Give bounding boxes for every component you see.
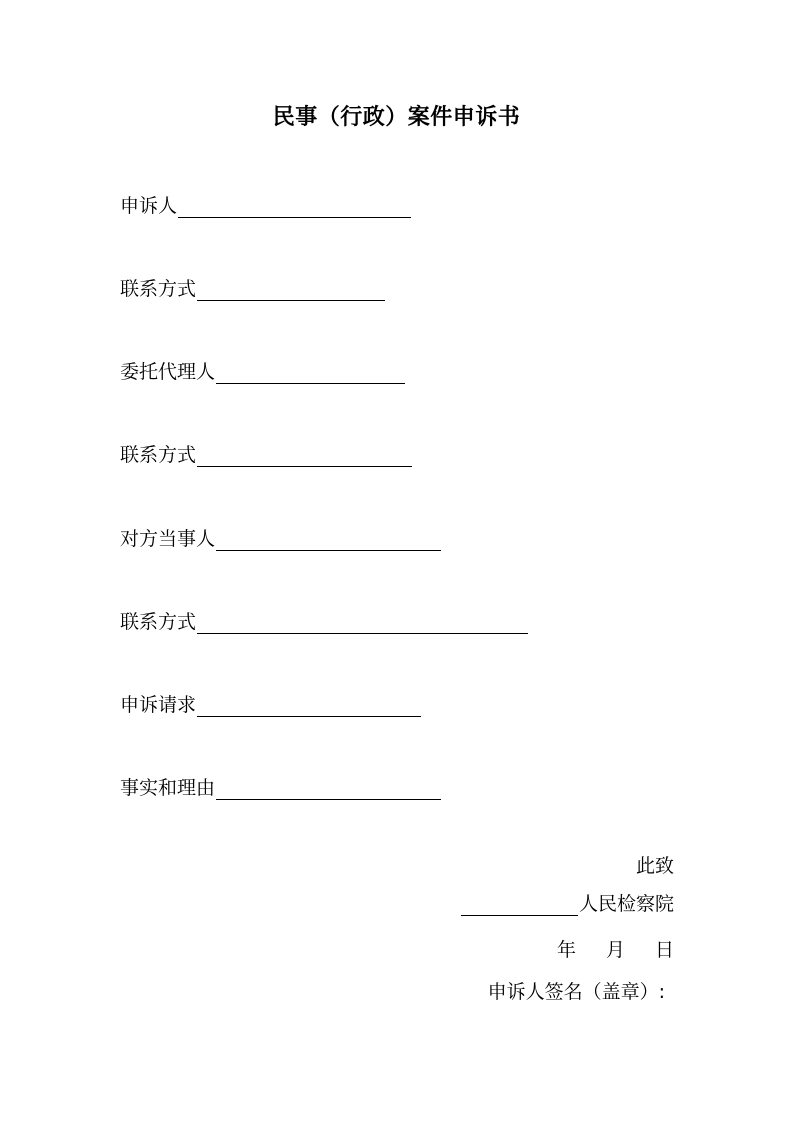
field-label-agent: 委托代理人: [120, 361, 216, 383]
field-blank-agent-contact[interactable]: [197, 445, 412, 467]
field-blank-appeal-request[interactable]: [197, 695, 421, 717]
field-blank-appellant[interactable]: [178, 196, 411, 218]
field-label-opposing-contact: 联系方式: [120, 611, 197, 633]
field-blank-court[interactable]: [461, 894, 578, 916]
field-label-appellant-contact: 联系方式: [120, 278, 197, 300]
field-blank-opposing-party[interactable]: [216, 529, 441, 551]
field-appeal-request: [120, 685, 421, 717]
court-name-row: [461, 892, 674, 916]
closing-salutation: 此致: [635, 855, 674, 877]
field-opposing-party: [120, 519, 441, 551]
date-day: 日: [654, 939, 674, 961]
signature-label: 申诉人签名（盖章）:: [487, 981, 665, 1003]
date-month: 月: [605, 939, 625, 961]
field-label-facts-reasons: 事实和理由: [120, 777, 216, 799]
field-appellant-contact: [120, 269, 385, 301]
court-suffix: 人民检察院: [578, 893, 674, 915]
date-year: 年: [556, 939, 576, 961]
field-blank-opposing-contact[interactable]: [197, 612, 528, 634]
field-label-opposing-party: 对方当事人: [120, 528, 216, 550]
document-title: 民事（行政）案件申诉书: [272, 105, 521, 130]
field-appellant: [120, 186, 411, 218]
field-label-appellant: 申诉人: [120, 195, 178, 217]
field-facts-reasons: [120, 768, 441, 800]
field-agent-contact: [120, 435, 412, 467]
field-agent: [120, 352, 405, 384]
field-blank-facts-reasons[interactable]: [216, 778, 441, 800]
field-label-appeal-request: 申诉请求: [120, 694, 197, 716]
field-blank-appellant-contact[interactable]: [197, 279, 385, 301]
date-row: [557, 938, 674, 962]
field-opposing-contact: [120, 602, 528, 634]
field-blank-agent[interactable]: [216, 362, 405, 384]
field-label-agent-contact: 联系方式: [120, 444, 197, 466]
